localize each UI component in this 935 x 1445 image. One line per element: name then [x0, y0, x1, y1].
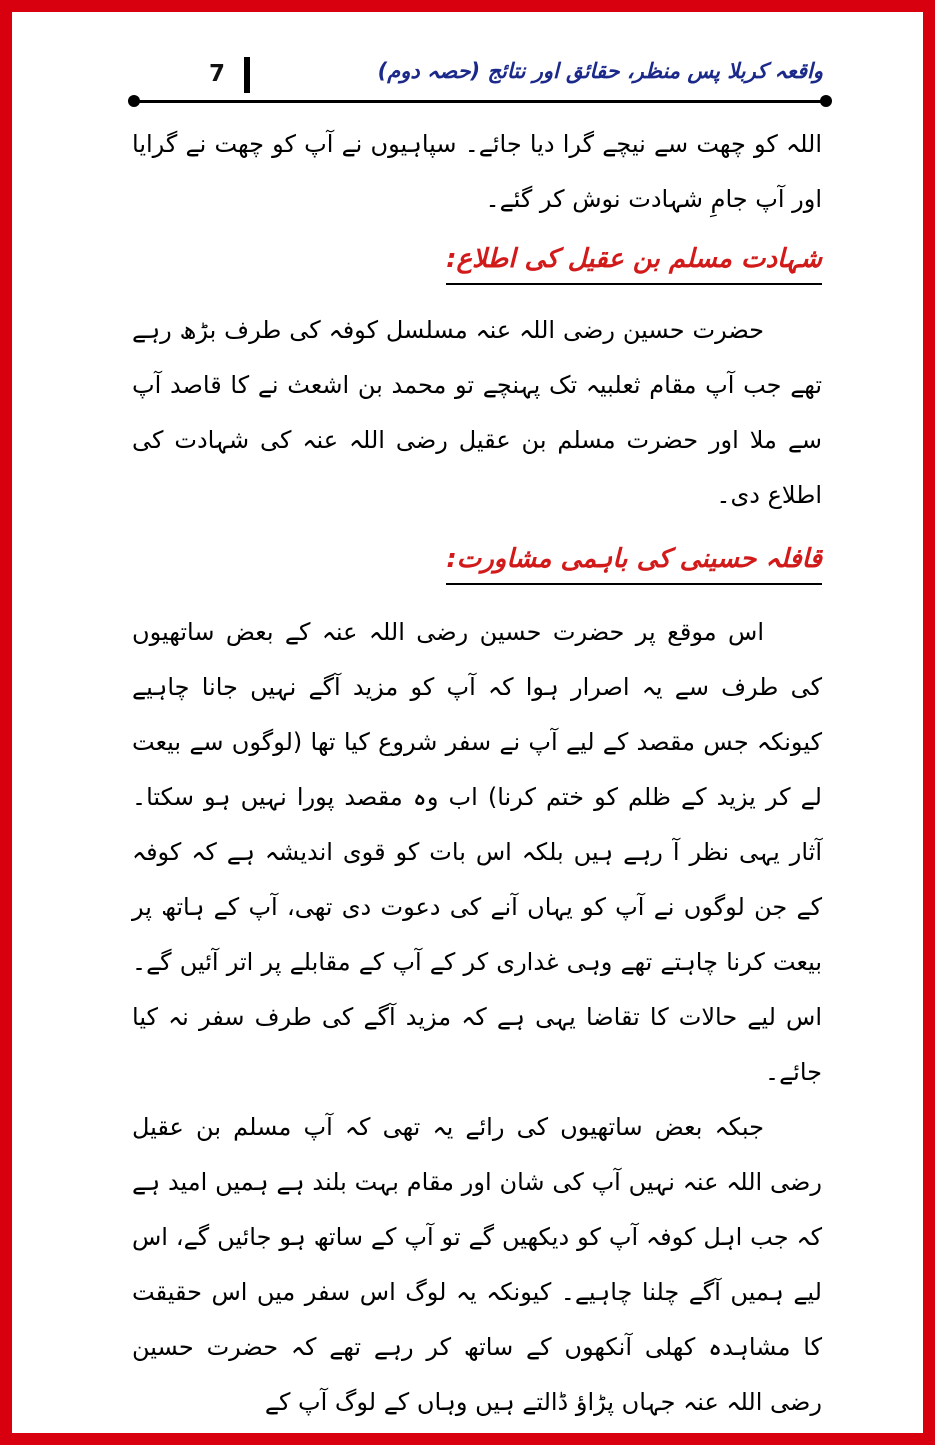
section-heading-1-wrap [132, 237, 822, 285]
paragraph-consultation-view-1: اس موقع پر حضرت حسین رضی اللہ عنہ کے بعض ساتھیوں کی طرف سے یہ اصرار ہوا کہ آپ کو مزید آگے نہیں جانا چاہیے کیونکہ جس مقصد کے لیے آپ نے سفر شروع کیا تھا (لوگوں سے بیعت لے کر یزید کے ظلم کو ختم کرنا) اب وہ مقصد پورا نہیں ہو سکتا۔ آثار یہی نظر آ رہے ہیں بلکہ اس بات کو قوی اندیشہ ہے کہ کوفہ کے جن لوگوں نے آپ کو یہاں آنے کی دعوت دی تھی، آپ کے ہاتھ پر بیعت کرنا چاہتے تھے وہی غداری کر کے آپ کے مقابلے پر اتر آئیں گے۔ اس لیے حالات کا تقاضا یہی ہے کہ مزید آگے کی طرف سفر نہ کیا جائے۔ [132, 618, 822, 1086]
paragraph-news-of-martyrdom: حضرت حسین رضی اللہ عنہ مسلسل کوفہ کی طرف بڑھ رہے تھے جب آپ مقام ثعلبیہ تک پہنچے تو محمد بن اشعث نے کا قاصد آپ سے ملا اور حضرت مسلم بن عقیل رضی اللہ عنہ کی شہادت کی اطلاع دی۔ [132, 316, 822, 509]
page-number: 7 [209, 61, 226, 87]
section-heading-muslim-martyrdom: شہادت مسلم بن عقیل کی اطلاع: [446, 237, 822, 285]
intro-paragraph: اللہ کو چھت سے نیچے گرا دیا جائے۔ سپاہیوں نے آپ کو چھت نے گرایا اور آپ جامِ شہادت نوش کر گئے۔ [132, 130, 822, 213]
header-rule [136, 100, 826, 103]
rule-end-dot-left [128, 95, 140, 107]
header-divider [244, 57, 250, 93]
page-header [124, 57, 829, 105]
paragraph-consultation-view-2: جبکہ بعض ساتھیوں کی رائے یہ تھی کہ آپ مسلم بن عقیل رضی اللہ عنہ نہیں آپ کی شان اور مقام بہت بلند ہے ہمیں امید ہے کہ جب اہل کوفہ آپ کو دیکھیں گے تو آپ کے ساتھ ہو جائیں گے، اس لیے ہمیں آگے چلنا چاہیے۔ کیونکہ یہ لوگ اس سفر میں اس حقیقت کا مشاہدہ کھلی آنکھوں کے ساتھ کر رہے تھے کہ حضرت حسین رضی اللہ عنہ جہاں پڑاؤ ڈالتے ہیں وہاں کے لوگ آپ کے [132, 1113, 822, 1416]
page-body [132, 117, 822, 1430]
section-heading-2-wrap [132, 537, 822, 585]
rule-end-dot-right [820, 95, 832, 107]
section-heading-caravan-consultation: قافلہ حسینی کی باہمی مشاورت: [446, 537, 822, 585]
running-title: واقعہ کربلا پس منظر، حقائق اور نتائج (حصہ دوم) [377, 59, 823, 83]
